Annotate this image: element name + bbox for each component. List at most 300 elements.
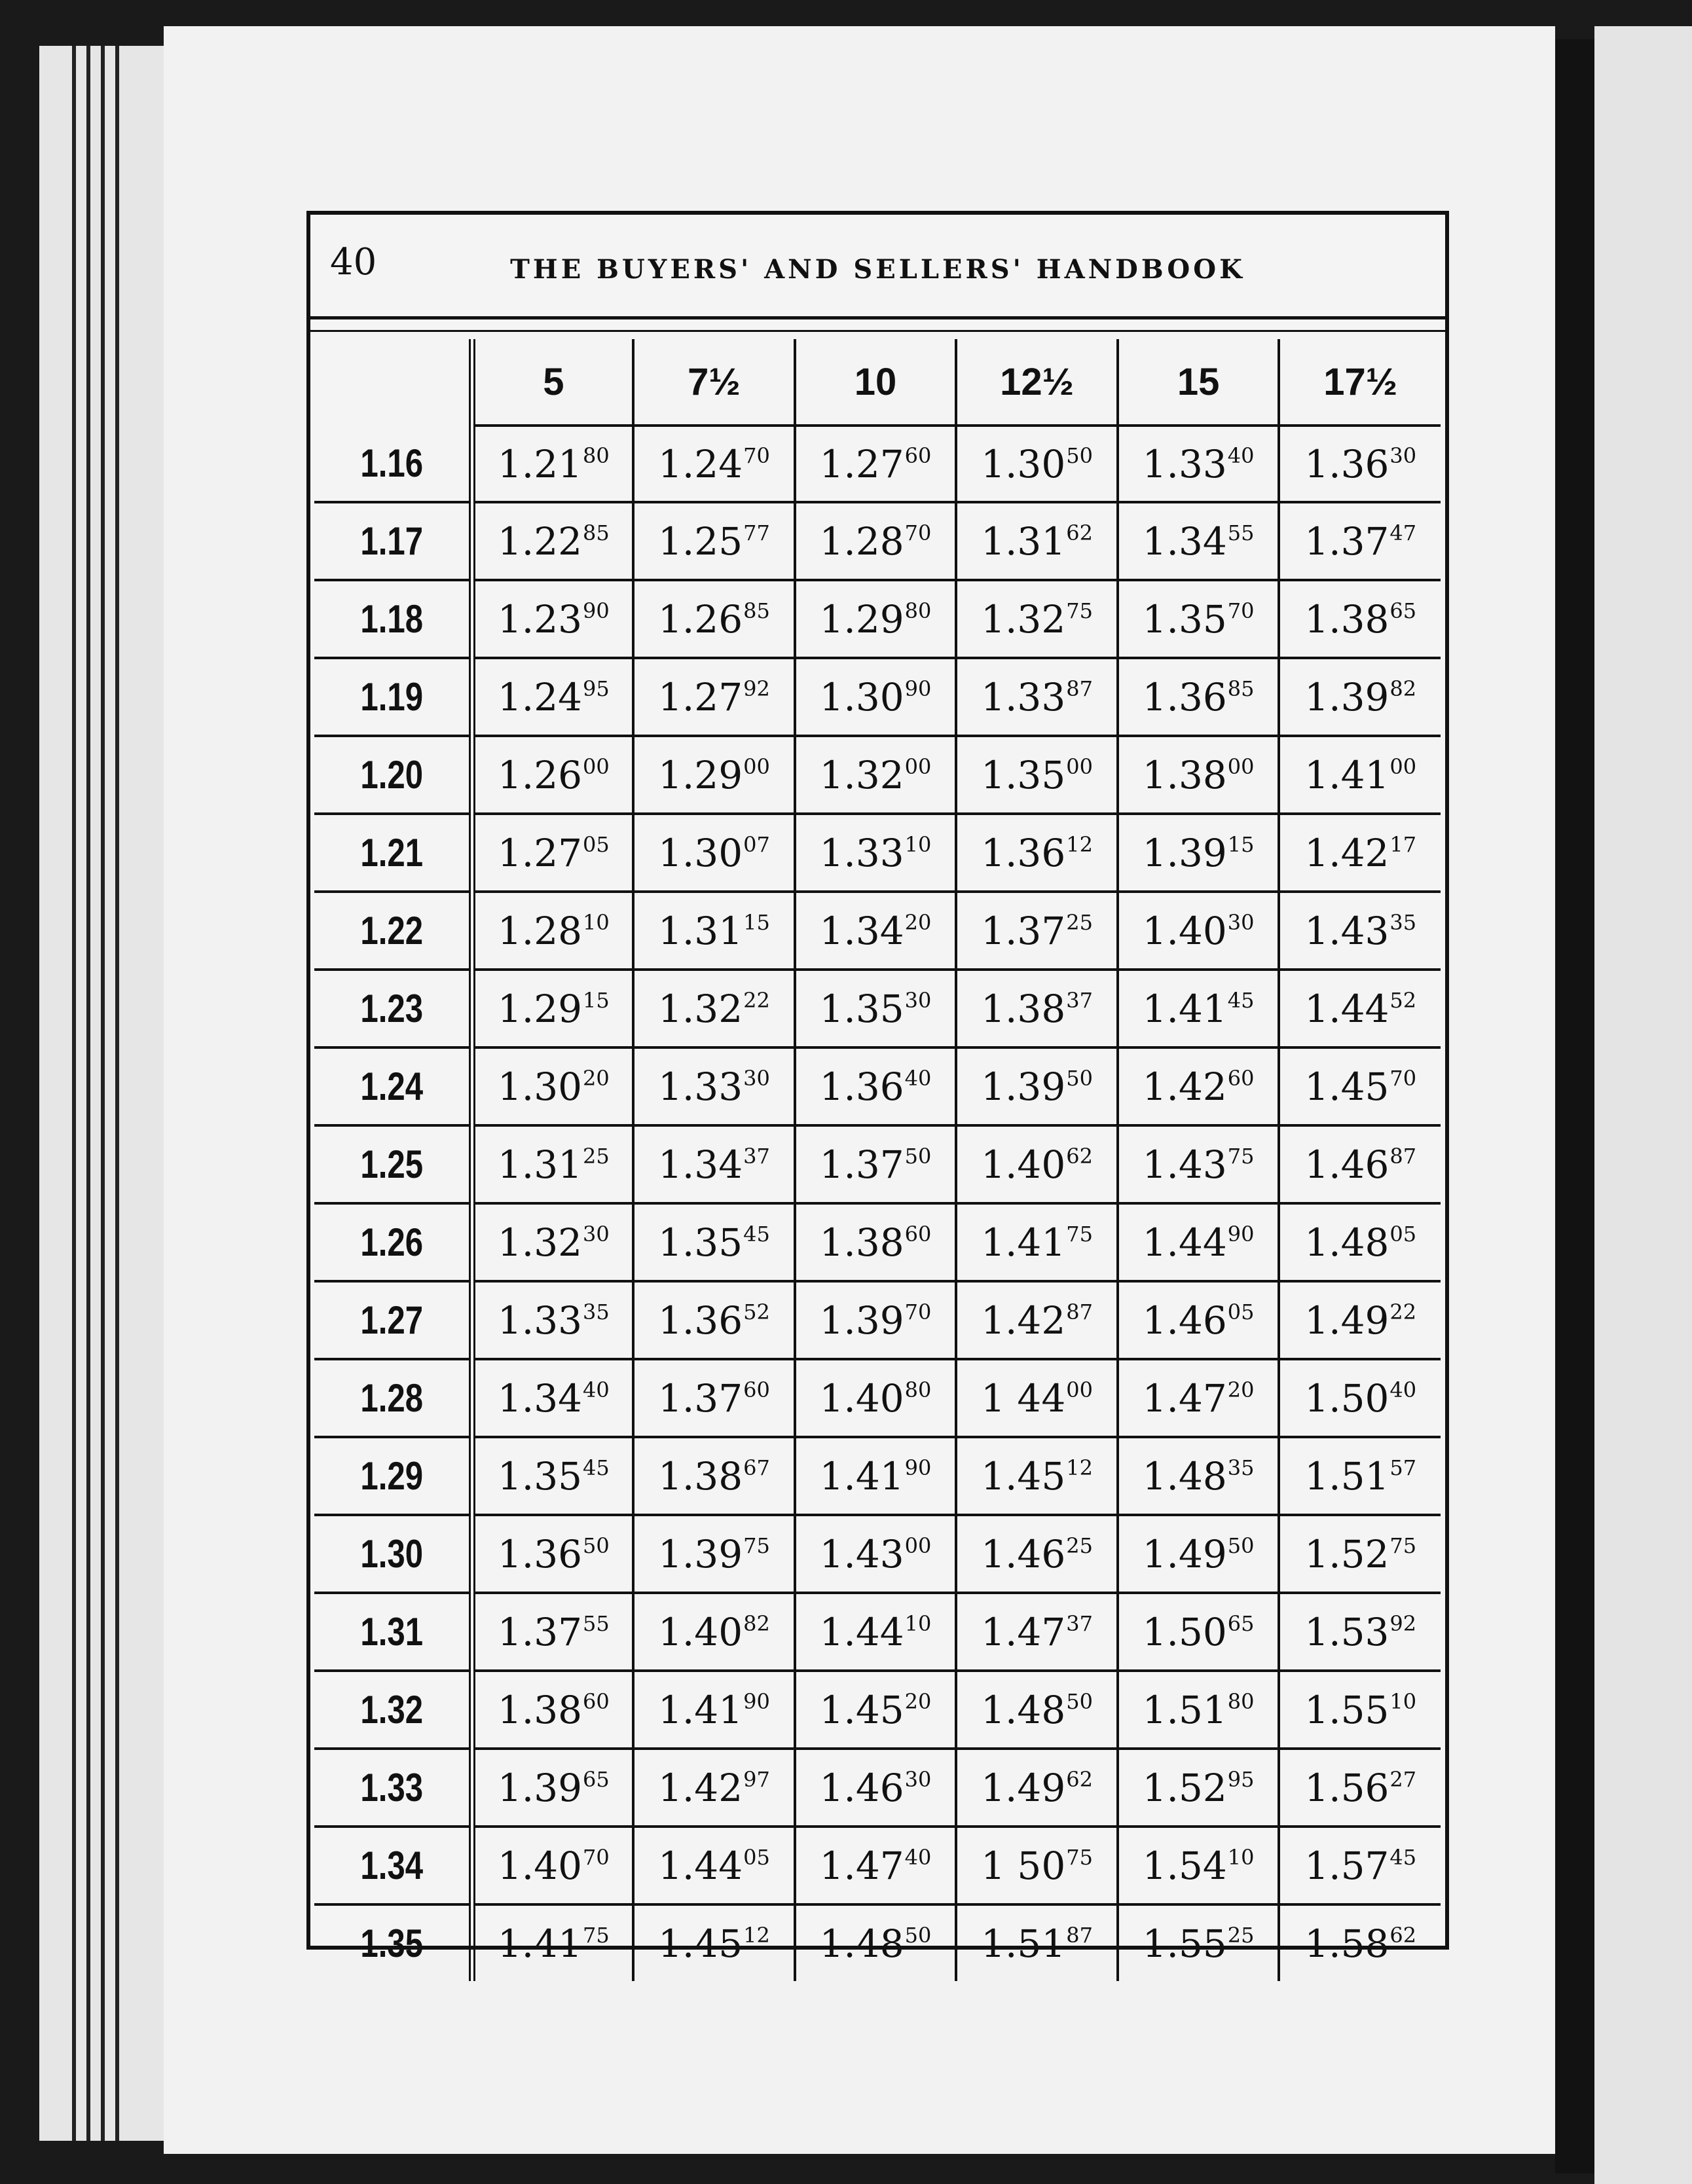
cell-fraction: 80 [583, 443, 610, 468]
table-cell [1118, 814, 1279, 892]
table-cell [1279, 1281, 1441, 1359]
column-header: 17½ [1279, 339, 1441, 426]
cell-fraction: 50 [1066, 1688, 1093, 1714]
table-cell [1279, 580, 1441, 658]
cell-fraction: 60 [583, 1688, 610, 1714]
cell-dollars: 1.55 [1304, 1687, 1389, 1732]
cell-fraction: 30 [904, 1766, 932, 1792]
cell-fraction: 37 [1066, 1611, 1093, 1636]
cell-fraction: 47 [1389, 520, 1417, 545]
table-cell [633, 1593, 795, 1671]
cell-fraction: 95 [1227, 1766, 1255, 1792]
table-cell [472, 1047, 634, 1125]
table-cell [1279, 1203, 1441, 1281]
cell-dollars: 1.54 [1142, 1843, 1227, 1888]
cell-dollars: 1.43 [1304, 908, 1389, 953]
cell-fraction: 57 [1389, 1455, 1417, 1480]
cell-dollars: 1.48 [1304, 1220, 1389, 1265]
table-cell [472, 658, 634, 736]
table-cell [472, 736, 634, 814]
table-cell [1118, 970, 1279, 1047]
table-cell [633, 426, 795, 502]
stub-header [314, 339, 472, 426]
cell-dollars: 1.39 [819, 1298, 904, 1343]
cell-dollars: 1.46 [981, 1531, 1066, 1576]
book-gutter [1555, 39, 1594, 2174]
cell-dollars: 1.32 [981, 596, 1066, 642]
table-row [314, 1125, 1441, 1203]
cell-fraction: 77 [743, 520, 770, 545]
cell-dollars: 1.39 [657, 1531, 743, 1576]
cell-dollars: 1.35 [657, 1220, 743, 1265]
cell-dollars: 1.39 [981, 1064, 1066, 1109]
column-header: 7½ [633, 339, 795, 426]
table-cell [956, 1047, 1118, 1125]
table-cell [1279, 426, 1441, 502]
cell-dollars: 1.36 [657, 1298, 743, 1343]
table-cell [1118, 1359, 1279, 1437]
row-label: 1.31 [329, 1593, 458, 1671]
cell-fraction: 00 [1389, 754, 1417, 779]
cell-fraction: 62 [1066, 1143, 1093, 1169]
table-cell [956, 970, 1118, 1047]
row-label: 1.28 [329, 1359, 458, 1437]
cell-fraction: 55 [583, 1611, 610, 1636]
table-row [314, 1904, 1441, 1981]
cell-dollars: 1.43 [1142, 1142, 1227, 1187]
cell-dollars: 1.40 [819, 1375, 904, 1421]
cell-fraction: 10 [1227, 1844, 1255, 1870]
table-cell [956, 580, 1118, 658]
cell-fraction: 10 [904, 831, 932, 857]
cell-fraction: 62 [1066, 520, 1093, 545]
cell-dollars: 1.32 [497, 1220, 583, 1265]
table-cell [472, 1437, 634, 1515]
cell-dollars: 1.34 [1142, 519, 1227, 564]
column-header: 12½ [956, 339, 1118, 426]
cell-dollars: 1.52 [1142, 1765, 1227, 1810]
cell-fraction: 00 [904, 1533, 932, 1558]
cell-fraction: 30 [743, 1065, 770, 1091]
cell-dollars: 1.45 [657, 1921, 743, 1966]
cell-fraction: 20 [1227, 1377, 1255, 1402]
cell-dollars: 1.26 [657, 596, 743, 642]
cell-fraction: 40 [1389, 1377, 1417, 1402]
cell-dollars: 1.40 [657, 1609, 743, 1654]
cell-fraction: 75 [1066, 598, 1093, 623]
cell-dollars: 1.35 [981, 752, 1066, 797]
cell-dollars: 1.37 [819, 1142, 904, 1187]
table-cell [472, 1203, 634, 1281]
table-cell [472, 814, 634, 892]
cell-dollars: 1.36 [981, 830, 1066, 875]
table-cell [956, 1593, 1118, 1671]
cell-fraction: 55 [1227, 520, 1255, 545]
table-cell [956, 1437, 1118, 1515]
cell-fraction: 45 [583, 1455, 610, 1480]
column-header: 5 [472, 339, 634, 426]
cell-dollars: 1.36 [497, 1531, 583, 1576]
table-frame [306, 211, 1449, 1966]
cell-dollars: 1.48 [1142, 1453, 1227, 1499]
table-cell [633, 1904, 795, 1981]
table-cell [956, 814, 1118, 892]
cell-dollars: 1.48 [819, 1921, 904, 1966]
cell-dollars: 1.37 [1304, 519, 1389, 564]
cell-fraction: 62 [1389, 1922, 1417, 1948]
row-label: 1.22 [329, 892, 458, 970]
column-header: 15 [1118, 339, 1279, 426]
cell-fraction: 27 [1389, 1766, 1417, 1792]
cell-dollars: 1.41 [657, 1687, 743, 1732]
table-cell [1118, 1125, 1279, 1203]
table-cell [1279, 970, 1441, 1047]
cell-dollars: 1.50 [1142, 1609, 1227, 1654]
cell-fraction: 05 [583, 831, 610, 857]
cell-fraction: 00 [1066, 754, 1093, 779]
cell-fraction: 12 [1066, 1455, 1093, 1480]
cell-fraction: 87 [1066, 1299, 1093, 1324]
cell-dollars: 1.47 [819, 1843, 904, 1888]
cell-dollars: 1.32 [819, 752, 904, 797]
cell-fraction: 30 [583, 1221, 610, 1247]
table-cell [795, 1437, 957, 1515]
table-cell [795, 1359, 957, 1437]
table-cell [633, 1125, 795, 1203]
table-cell [1279, 892, 1441, 970]
table-row [314, 426, 1441, 502]
running-title: THE BUYERS' AND SELLERS' HANDBOOK [510, 254, 1245, 285]
cell-fraction: 22 [1389, 1299, 1417, 1324]
table-cell [1118, 1904, 1279, 1981]
column-header: 10 [795, 339, 957, 426]
table-cell [633, 814, 795, 892]
table-cell [795, 658, 957, 736]
table-row [314, 1437, 1441, 1515]
table-row [314, 1047, 1441, 1125]
table-cell [795, 1125, 957, 1203]
table-cell [1279, 1904, 1441, 1981]
cell-dollars: 1.36 [1304, 441, 1389, 486]
header-rule [310, 330, 1445, 332]
cell-fraction: 45 [743, 1221, 770, 1247]
cell-fraction: 00 [583, 754, 610, 779]
cell-fraction: 75 [1066, 1844, 1093, 1870]
cell-fraction: 17 [1389, 831, 1417, 857]
table-cell [956, 1904, 1118, 1981]
table-cell [1279, 1437, 1441, 1515]
cell-fraction: 70 [583, 1844, 610, 1870]
cell-fraction: 85 [1227, 676, 1255, 701]
cell-fraction: 70 [904, 520, 932, 545]
cell-dollars: 1.34 [497, 1375, 583, 1421]
table-cell [956, 658, 1118, 736]
row-label: 1.24 [329, 1047, 458, 1125]
table-row [314, 1515, 1441, 1593]
table-cell [633, 1047, 795, 1125]
cell-fraction: 05 [1227, 1299, 1255, 1324]
row-label: 1.19 [329, 658, 458, 736]
cell-fraction: 00 [743, 754, 770, 779]
table-cell [1118, 1047, 1279, 1125]
cell-fraction: 40 [1227, 443, 1255, 468]
cell-dollars: 1.33 [981, 674, 1066, 719]
cell-dollars: 1.41 [819, 1453, 904, 1499]
cell-fraction: 10 [1389, 1688, 1417, 1714]
row-label: 1.20 [329, 736, 458, 814]
cell-fraction: 50 [583, 1533, 610, 1558]
cell-dollars: 1 50 [981, 1843, 1066, 1888]
cell-dollars: 1.45 [819, 1687, 904, 1732]
cell-dollars: 1.32 [657, 986, 743, 1031]
row-label: 1.30 [329, 1515, 458, 1593]
cell-fraction: 97 [743, 1766, 770, 1792]
cell-dollars: 1.41 [981, 1220, 1066, 1265]
cell-fraction: 85 [743, 598, 770, 623]
cell-fraction: 80 [904, 1377, 932, 1402]
cell-fraction: 90 [904, 676, 932, 701]
cell-dollars: 1.44 [1142, 1220, 1227, 1265]
cell-dollars: 1.30 [819, 674, 904, 719]
cell-dollars: 1.46 [819, 1765, 904, 1810]
cell-fraction: 75 [1227, 1143, 1255, 1169]
cell-fraction: 65 [1389, 598, 1417, 623]
cell-fraction: 30 [1389, 443, 1417, 468]
table-cell [633, 1281, 795, 1359]
row-label: 1.29 [329, 1437, 458, 1515]
table-cell [1118, 1515, 1279, 1593]
row-label: 1.18 [329, 580, 458, 658]
cell-fraction: 05 [1389, 1221, 1417, 1247]
cell-fraction: 25 [583, 1143, 610, 1169]
cell-dollars: 1.43 [819, 1531, 904, 1576]
table-cell [472, 1671, 634, 1749]
cell-fraction: 87 [1066, 1922, 1093, 1948]
cell-fraction: 82 [743, 1611, 770, 1636]
cell-dollars: 1.30 [497, 1064, 583, 1109]
cell-fraction: 40 [904, 1844, 932, 1870]
table-cell [1118, 1827, 1279, 1904]
cell-dollars: 1.52 [1304, 1531, 1389, 1576]
page-number: 40 [330, 241, 377, 283]
table-cell [956, 1671, 1118, 1749]
table-row [314, 970, 1441, 1047]
cell-fraction: 85 [583, 520, 610, 545]
table-cell [472, 1593, 634, 1671]
cell-fraction: 70 [1389, 1065, 1417, 1091]
cell-fraction: 95 [583, 676, 610, 701]
cell-fraction: 45 [1227, 987, 1255, 1013]
cell-fraction: 00 [1066, 1377, 1093, 1402]
row-label: 1.26 [329, 1203, 458, 1281]
table-row [314, 814, 1441, 892]
table-cell [956, 1827, 1118, 1904]
cell-fraction: 20 [583, 1065, 610, 1091]
row-label: 1.16 [329, 426, 458, 502]
cell-dollars: 1.53 [1304, 1609, 1389, 1654]
cell-fraction: 07 [743, 831, 770, 857]
table-cell [1118, 1671, 1279, 1749]
table-cell [633, 1671, 795, 1749]
cell-dollars: 1.42 [1304, 830, 1389, 875]
cell-fraction: 80 [904, 598, 932, 623]
table-cell [472, 1827, 634, 1904]
cell-fraction: 65 [583, 1766, 610, 1792]
table-cell [1118, 502, 1279, 580]
cell-fraction: 30 [1227, 909, 1255, 935]
cell-fraction: 50 [1066, 443, 1093, 468]
cell-dollars: 1.34 [819, 908, 904, 953]
column-header-row [314, 339, 1441, 426]
cell-dollars: 1.31 [657, 908, 743, 953]
cell-dollars: 1 44 [981, 1375, 1066, 1421]
cell-fraction: 40 [904, 1065, 932, 1091]
cell-dollars: 1.36 [1142, 674, 1227, 719]
cell-fraction: 30 [904, 987, 932, 1013]
table-row [314, 1281, 1441, 1359]
table-cell [956, 502, 1118, 580]
cell-dollars: 1.29 [819, 596, 904, 642]
cell-dollars: 1.41 [1304, 752, 1389, 797]
cell-dollars: 1.44 [1304, 986, 1389, 1031]
table-cell [956, 1281, 1118, 1359]
cell-dollars: 1.49 [981, 1765, 1066, 1810]
cell-dollars: 1.46 [1304, 1142, 1389, 1187]
cell-dollars: 1.38 [497, 1687, 583, 1732]
cell-dollars: 1.40 [497, 1843, 583, 1888]
cell-fraction: 75 [583, 1922, 610, 1948]
cell-dollars: 1.41 [1142, 986, 1227, 1031]
table-cell [1118, 1593, 1279, 1671]
table-cell [956, 1515, 1118, 1593]
cell-dollars: 1.38 [1304, 596, 1389, 642]
table-cell [956, 1203, 1118, 1281]
table-cell [472, 970, 634, 1047]
cell-dollars: 1.40 [981, 1142, 1066, 1187]
table-cell [633, 1203, 795, 1281]
cell-fraction: 00 [904, 754, 932, 779]
cell-fraction: 75 [1066, 1221, 1093, 1247]
table-cell [1279, 736, 1441, 814]
cell-dollars: 1.30 [981, 441, 1066, 486]
cell-dollars: 1.25 [657, 519, 743, 564]
cell-dollars: 1.38 [657, 1453, 743, 1499]
cell-dollars: 1.30 [657, 830, 743, 875]
cell-dollars: 1.31 [981, 519, 1066, 564]
table-cell [1118, 1281, 1279, 1359]
cell-dollars: 1.24 [497, 674, 583, 719]
table-row [314, 1749, 1441, 1827]
page-edge-lines [72, 46, 177, 2141]
table-row [314, 658, 1441, 736]
table-cell [472, 426, 634, 502]
table-cell [472, 580, 634, 658]
table-cell [1118, 892, 1279, 970]
cell-fraction: 62 [1066, 1766, 1093, 1792]
cell-dollars: 1.42 [981, 1298, 1066, 1343]
table-row [314, 1359, 1441, 1437]
row-label: 1.25 [329, 1125, 458, 1203]
cell-dollars: 1.33 [819, 830, 904, 875]
table-cell [1279, 814, 1441, 892]
row-label: 1.35 [360, 1921, 424, 1965]
cell-dollars: 1.51 [1142, 1687, 1227, 1732]
cell-dollars: 1.33 [657, 1064, 743, 1109]
table-cell [795, 1203, 957, 1281]
table-cell [795, 580, 957, 658]
cell-dollars: 1.46 [1142, 1298, 1227, 1343]
table-cell [956, 736, 1118, 814]
table-cell [1279, 1593, 1441, 1671]
cell-fraction: 22 [743, 987, 770, 1013]
cell-dollars: 1.31 [497, 1142, 583, 1187]
table-cell [633, 1437, 795, 1515]
table-row [314, 1827, 1441, 1904]
table-cell [795, 892, 957, 970]
cell-dollars: 1.51 [981, 1921, 1066, 1966]
cell-fraction: 15 [743, 909, 770, 935]
table-cell [795, 736, 957, 814]
cell-fraction: 20 [904, 909, 932, 935]
table-cell [1118, 1437, 1279, 1515]
cell-fraction: 52 [1389, 987, 1417, 1013]
page-header [310, 215, 1445, 319]
cell-fraction: 60 [904, 443, 932, 468]
row-label: 1.23 [329, 970, 458, 1047]
cell-fraction: 15 [1227, 831, 1255, 857]
table-row [314, 736, 1441, 814]
cell-dollars: 1.35 [1142, 596, 1227, 642]
table-cell [1118, 658, 1279, 736]
table-cell [795, 1281, 957, 1359]
cell-fraction: 15 [583, 987, 610, 1013]
cell-dollars: 1.39 [497, 1765, 583, 1810]
cell-fraction: 70 [1227, 598, 1255, 623]
cell-dollars: 1.44 [657, 1843, 743, 1888]
cell-fraction: 50 [904, 1922, 932, 1948]
table-cell [795, 1749, 957, 1827]
cell-dollars: 1.23 [497, 596, 583, 642]
cell-dollars: 1.27 [657, 674, 743, 719]
cell-dollars: 1.45 [1304, 1064, 1389, 1109]
table-cell [633, 1827, 795, 1904]
cell-fraction: 00 [1227, 754, 1255, 779]
cell-dollars: 1.26 [497, 752, 583, 797]
cell-dollars: 1.27 [819, 441, 904, 486]
table-cell [1118, 736, 1279, 814]
table-cell [795, 1904, 957, 1981]
cell-fraction: 90 [743, 1688, 770, 1714]
cell-dollars: 1.38 [981, 986, 1066, 1031]
cell-dollars: 1.28 [819, 519, 904, 564]
cell-dollars: 1.29 [657, 752, 743, 797]
cell-dollars: 1.58 [1304, 1921, 1389, 1966]
cell-dollars: 1.49 [1304, 1298, 1389, 1343]
table-row [314, 1203, 1441, 1281]
cell-fraction: 40 [583, 1377, 610, 1402]
table-cell [795, 1047, 957, 1125]
table-cell [795, 502, 957, 580]
cell-fraction: 52 [743, 1299, 770, 1324]
table-row [314, 502, 1441, 580]
cell-fraction: 12 [1066, 831, 1093, 857]
table-row [314, 1593, 1441, 1671]
cell-dollars: 1.33 [1142, 441, 1227, 486]
cell-fraction: 70 [904, 1299, 932, 1324]
table-cell [795, 1827, 957, 1904]
table-cell [472, 892, 634, 970]
cell-fraction: 87 [1066, 676, 1093, 701]
